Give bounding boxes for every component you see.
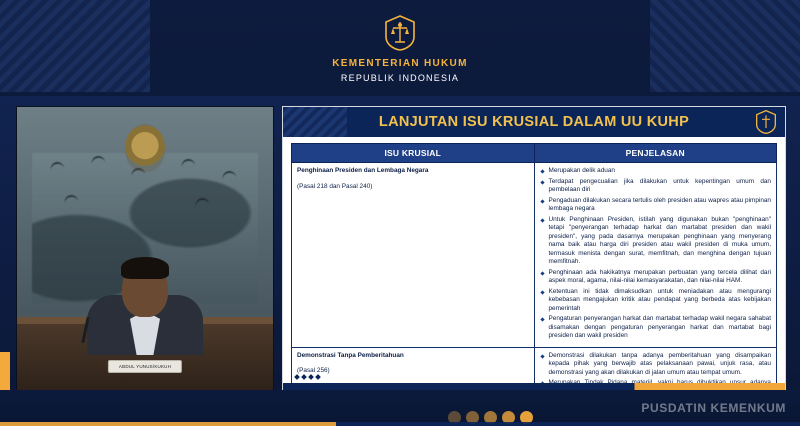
isu-krusial-table: [291, 143, 777, 396]
row-penjelasan-cell: [534, 163, 777, 348]
column-header-isu: ISU KRUSIAL: [292, 144, 535, 163]
footer-accent-line: [0, 422, 800, 426]
list-item: Pengaduan dilakukan secara tertulis oleh presiden atau wapres atau pimpinan lembaga negara: [540, 197, 772, 214]
row-isu-cell: [292, 163, 535, 348]
slide-title: LANJUTAN ISU KRUSIAL DALAM UU KUHP: [378, 114, 690, 130]
list-item: Penghinaan ada hakikatnya merupakan perbuatan yang tercela dilihat dari aspek moral, agama, nilai-nilai kemasyarakatan, dan nilai-nilai HAM.: [540, 269, 772, 286]
footer-bar: [0, 390, 800, 426]
isu-pasal: (Pasal 256): [297, 367, 330, 375]
footer-watermark: PUSDATIN KEMENKUM: [641, 401, 786, 415]
speaker-hair: [121, 257, 169, 279]
list-item: Demonstrasi dilakukan tanpa adanya pemberitahuan yang disampaikan kepada pihak yang berwajib atas pelaksanaan pawai, unjuk rasa, atau demonstrasi yang akan dilakukan di jalan umum atau tempat umum.: [540, 352, 772, 378]
penjelasan-list: [540, 167, 772, 341]
list-item: Pengaturan penyerangan harkat dan martabat terhadap wakil negara sahabat disamakan dengan pengaturan penyerangan harkat dan martabat bagi presiden dan wakil presiden: [540, 315, 772, 341]
left-accent-bar: [0, 352, 10, 390]
list-item: Ketentuan ini tidak dimaksudkan untuk meniadakan atau mengurangi kebebasan mengajukan kritik atau pendapat yang berbeda atas kebijakan pemerintah: [540, 288, 772, 314]
speaker-video-tile[interactable]: [16, 106, 274, 396]
table-row: [292, 163, 777, 348]
slide-header: [0, 0, 800, 96]
isu-label: Demonstrasi Tanpa Pemberitahuan: [297, 351, 404, 359]
garuda-emblem-icon: [125, 124, 165, 172]
ministry-crest-icon: [383, 14, 417, 52]
speaker-nameplate: ABDUL YUNUS/KUKUH: [108, 360, 182, 373]
isu-label: Penghinaan Presiden dan Lembaga Negara: [297, 167, 429, 174]
slide-decorative-dots: [295, 375, 320, 379]
list-item: Terdapat pengecualian jika dilakukan untuk kepentingan umum dan pembelaan diri: [540, 178, 772, 195]
slide-content: [282, 106, 786, 396]
ministry-name-line2: REPUBLIK INDONESIA: [340, 72, 460, 83]
ministry-name-line1: KEMENTERIAN HUKUM: [332, 57, 468, 69]
isu-pasal: (Pasal 218 dan Pasal 240): [297, 182, 373, 190]
slide-ministry-crest-icon: [753, 109, 779, 135]
list-item: Untuk Penghinaan Presiden, istilah yang digunakan bukan "penghinaan" tetapi "penyerangan terhadap harkat dan martabat presiden dan wakil presiden", yang pada dasarnya merupakan penghinaan yang menyerang nama baik atau harga diri presiden atau wakil presiden di muka umum, termasuk menista dengan surat, memfitnah, dan menghina dengan tujuan memfitnah.: [540, 216, 772, 267]
column-header-penjelasan: PENJELASAN: [534, 144, 777, 163]
table-header-row: [292, 144, 777, 163]
list-item: Merupakan delik aduan: [540, 167, 772, 176]
